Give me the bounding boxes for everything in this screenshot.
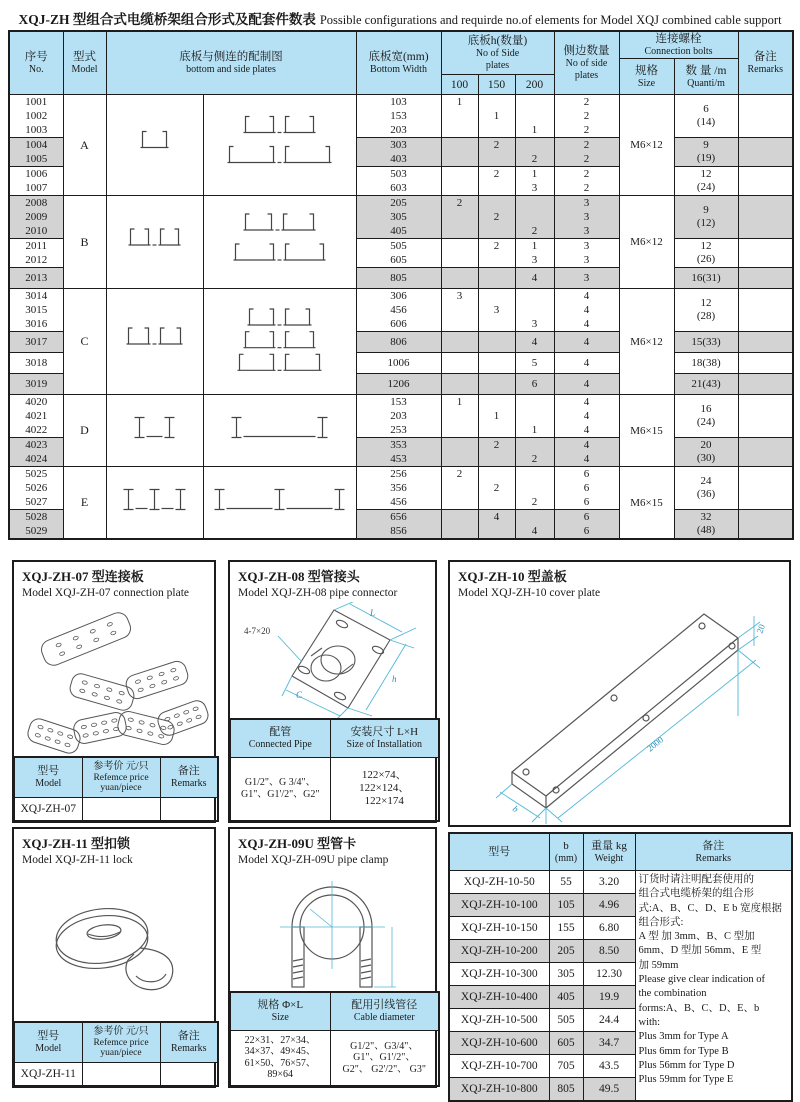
cell-no: 1001 1002 1003 (9, 95, 63, 138)
main-table (8, 30, 794, 540)
zh10-cell-model: XQJ-ZH-10-150 (449, 917, 549, 940)
cell-h150: 3 (478, 289, 515, 332)
cell-h200: 6 (515, 374, 554, 395)
cell-diagram-single (106, 467, 203, 540)
cell-bolt-quantity: 20 (30) (674, 438, 738, 467)
panel-zh11-title-en: Model XQJ-ZH-11 lock (22, 854, 133, 866)
cell-no: 3014 3015 3016 (9, 289, 63, 332)
zh10-cell-b: 105 (549, 894, 583, 917)
remark-line: the combination (638, 988, 707, 1000)
zh08-size-header: 安装尺寸 L×H Size of Installation (330, 719, 439, 757)
profile-combined-a-diagram (204, 97, 355, 188)
col-header-no: 序号 No. (9, 31, 63, 95)
col-header-width: 底板宽(mm) Bottom Width (356, 31, 441, 95)
cell-h150 (478, 353, 515, 374)
zh10-cell-weight: 6.80 (583, 917, 635, 940)
cell-bottom-width: 505 605 (356, 239, 441, 268)
cell-h150: 2 (478, 438, 515, 467)
col-header-diagram: 底板与侧连的配制图 bottom and side plates (106, 31, 356, 95)
cell-bottom-width: 503 603 (356, 167, 441, 196)
zh10-b-header: b (mm) (549, 833, 583, 871)
remark-line: with: (638, 1016, 661, 1028)
zh10-remarks-header: 备注 Remarks (635, 833, 792, 871)
cell-no: 2008 2009 2010 (9, 196, 63, 239)
cell-diagram-combined (203, 196, 356, 289)
panel-zh08-title-cn: XQJ-ZH-08 型管接头 (238, 569, 360, 584)
dim-C: C (296, 690, 303, 700)
cell-remarks (738, 374, 793, 395)
cell-h150: 2 (478, 138, 515, 167)
profile-combined-c-diagram (204, 300, 355, 378)
value-line: 122×174 (364, 795, 404, 808)
cell-side-plates: 4 4 4 (554, 395, 619, 438)
dim-b: b (510, 803, 521, 815)
cell-h200: 2 (515, 196, 554, 239)
cell-h200: 5 (515, 353, 554, 374)
cell-side-plates: 6 6 (554, 510, 619, 540)
cell-remarks (738, 289, 793, 332)
zh07-model-header: 型号 Model (14, 757, 82, 797)
remark-line: Plus 3mm for Type A (638, 1031, 729, 1043)
cell-no: 2011 2012 (9, 239, 63, 268)
cell-h100: 2 (441, 196, 478, 239)
cell-h200: 2 (515, 467, 554, 510)
dim-L: L (370, 608, 376, 618)
cell-bolt-size: M6×12 (619, 196, 674, 289)
panel-zh08-table (229, 718, 440, 822)
zh10-cell-model: XQJ-ZH-10-500 (449, 1009, 549, 1032)
value-line: 34×37、49×45、 (244, 1046, 316, 1058)
zh10-cell-b: 55 (549, 871, 583, 894)
cell-no: 3018 (9, 353, 63, 374)
zh11-price-value (82, 1062, 160, 1086)
cell-h150: 2 (478, 196, 515, 239)
cell-h100 (441, 353, 478, 374)
col-header-remarks: 备注 Remarks (738, 31, 793, 95)
panel-zh11-title-cn: XQJ-ZH-11 型扣锁 (22, 836, 130, 851)
cell-bottom-width: 205 305 405 (356, 196, 441, 239)
zh11-remarks-header: 备注 Remarks (160, 1022, 218, 1062)
zh10-cell-weight: 43.5 (583, 1055, 635, 1078)
profile-single-b-diagram (107, 201, 202, 279)
cell-no: 1004 1005 (9, 138, 63, 167)
panel-zh11-title (14, 829, 214, 868)
cell-side-plates: 6 6 6 (554, 467, 619, 510)
cell-bottom-width: 306 456 606 (356, 289, 441, 332)
profile-combined-e-diagram (204, 468, 355, 533)
cell-bolt-quantity: 6 (14) (674, 95, 738, 138)
config-row (9, 467, 793, 510)
cell-remarks (738, 332, 793, 353)
pipe-clamp-drawing (240, 869, 425, 997)
zh10-cell-model: XQJ-ZH-10-300 (449, 963, 549, 986)
col-header-h: 底板h(数量) No of Side plates (441, 31, 554, 75)
cell-h100: 2 (441, 467, 478, 510)
cell-h100 (441, 332, 478, 353)
remark-line: 6mm、D 型加 56mm、E 型 (638, 945, 762, 957)
cell-h150: 1 (478, 395, 515, 438)
page-title-cn: XQJ-ZH 型组合式电缆桥架组合形式及配套件数表 (18, 12, 316, 27)
cell-side-plates: 4 4 4 (554, 289, 619, 332)
cell-bolt-quantity: 32 (48) (674, 510, 738, 540)
cell-h100 (441, 167, 478, 196)
panel-zh08-title-en: Model XQJ-ZH-08 pipe connector (238, 587, 398, 599)
cell-h200: 1 (515, 395, 554, 438)
cell-h100 (441, 138, 478, 167)
panel-zh07-title-en: Model XQJ-ZH-07 connection plate (22, 587, 190, 599)
panel-zh09u-title-cn: XQJ-ZH-09U 型管卡 (238, 836, 357, 851)
zh10-table-wrap (448, 832, 791, 1102)
zh10-cell-b: 705 (549, 1055, 583, 1078)
zh07-model-value: XQJ-ZH-07 (14, 797, 82, 821)
col-header-bolts: 连接螺栓 Connection bolts (619, 31, 738, 59)
zh10-remarks-cell (635, 871, 792, 1102)
remark-line: 组合式电缆桥架的组合形 (638, 888, 754, 900)
panel-zh08-title (230, 562, 435, 601)
cell-h100: 3 (441, 289, 478, 332)
panel-zh11-table (13, 1021, 219, 1087)
col-header-h150: 150 (478, 75, 515, 95)
panel-zh07-title (14, 562, 214, 601)
cell-bolt-quantity: 16(31) (674, 268, 738, 289)
cell-h200: 2 (515, 438, 554, 467)
cell-h200: 4 (515, 268, 554, 289)
panel-zh09u-title-en: Model XQJ-ZH-09U pipe clamp (238, 854, 389, 866)
cell-bolt-quantity: 21(43) (674, 374, 738, 395)
cell-model-type: E (63, 467, 106, 540)
cell-side-plates: 4 (554, 332, 619, 353)
cell-no: 2013 (9, 268, 63, 289)
cell-bolt-quantity: 18(38) (674, 353, 738, 374)
zh09u-cable-value (330, 1030, 439, 1086)
cell-remarks (738, 438, 793, 467)
cover-plate-row (449, 871, 792, 894)
remark-line: Plus 6mm for Type B (638, 1045, 729, 1057)
zh07-price-value (82, 797, 160, 821)
cell-bottom-width: 1006 (356, 353, 441, 374)
cell-no: 5025 5026 5027 (9, 467, 63, 510)
config-row (9, 95, 793, 138)
cell-diagram-single (106, 196, 203, 289)
cell-remarks (738, 510, 793, 540)
cell-no: 1006 1007 (9, 167, 63, 196)
value-line: 89×64 (267, 1069, 294, 1081)
cell-remarks (738, 395, 793, 438)
dim-20: 20 (754, 622, 767, 635)
cell-bottom-width: 303 403 (356, 138, 441, 167)
panel-zh10-title-cn: XQJ-ZH-10 型盖板 (458, 569, 567, 584)
cell-h200: 3 (515, 289, 554, 332)
cell-remarks (738, 167, 793, 196)
config-row (9, 289, 793, 332)
cell-bolt-quantity: 12 (24) (674, 167, 738, 196)
cell-h100: 1 (441, 395, 478, 438)
cell-no: 5028 5029 (9, 510, 63, 540)
value-line: 22×31、27×34、 (244, 1034, 316, 1046)
cell-h200: 4 (515, 510, 554, 540)
profile-single-e-diagram (107, 468, 202, 533)
cell-remarks (738, 95, 793, 138)
zh10-cell-b: 605 (549, 1032, 583, 1055)
zh07-remarks-value (160, 797, 218, 821)
zh09u-cable-header: 配用引线管径 Cable diameter (330, 992, 439, 1030)
dim-2000: 2000 (644, 734, 666, 754)
cell-side-plates: 4 (554, 353, 619, 374)
zh10-cell-model: XQJ-ZH-10-50 (449, 871, 549, 894)
cell-diagram-combined (203, 95, 356, 196)
cell-side-plates: 3 (554, 268, 619, 289)
cell-diagram-single (106, 95, 203, 196)
page-title-en: Possible configurations and requirde no.of elements for Model XQJ combined cable support (319, 13, 782, 27)
cell-h150 (478, 268, 515, 289)
value-line: G1"、G1'/2"、 (353, 1052, 416, 1063)
zh10-cell-model: XQJ-ZH-10-400 (449, 986, 549, 1009)
zh08-pipe-value (230, 757, 330, 821)
profile-single-d-diagram (107, 396, 202, 461)
cell-no: 4023 4024 (9, 438, 63, 467)
profile-single-c-diagram (107, 300, 202, 378)
zh10-cell-model: XQJ-ZH-10-700 (449, 1055, 549, 1078)
cell-no: 3019 (9, 374, 63, 395)
profile-combined-d-diagram (204, 396, 355, 461)
cell-model-type: C (63, 289, 106, 395)
zh10-weight-header: 重量 kg Weight (583, 833, 635, 871)
value-line: 61×50、76×57、 (244, 1057, 316, 1069)
cell-bottom-width: 805 (356, 268, 441, 289)
label-bolt-holes: 4-7×20 (244, 626, 271, 636)
zh10-cell-b: 805 (549, 1078, 583, 1102)
panel-zh10-title-en: Model XQJ-ZH-10 cover plate (458, 587, 601, 599)
cell-diagram-combined (203, 395, 356, 467)
cell-h150: 2 (478, 467, 515, 510)
remark-line: Plus 59mm for Type E (638, 1074, 734, 1086)
zh10-cell-model: XQJ-ZH-10-100 (449, 894, 549, 917)
profile-combined-b-diagram (204, 201, 355, 279)
cell-h200: 2 (515, 138, 554, 167)
cell-side-plates: 4 (554, 374, 619, 395)
cell-h150: 2 (478, 239, 515, 268)
remark-line: A 型 加 3mm、B、C 型加 (638, 931, 755, 943)
cell-side-plates: 2 2 (554, 138, 619, 167)
dim-h: h (392, 674, 397, 684)
zh10-cell-b: 305 (549, 963, 583, 986)
cell-diagram-combined (203, 289, 356, 395)
zh10-model-header: 型号 (449, 833, 549, 871)
cell-remarks (738, 196, 793, 239)
cell-remarks (738, 138, 793, 167)
col-header-h100: 100 (441, 75, 478, 95)
cell-remarks (738, 467, 793, 510)
cell-side-plates: 2 2 (554, 167, 619, 196)
cell-bottom-width: 353 453 (356, 438, 441, 467)
cell-h200: 4 (515, 332, 554, 353)
zh10-cell-b: 205 (549, 940, 583, 963)
cell-h200: 1 (515, 95, 554, 138)
zh07-price-header: 参考价 元/只 Refemce price yuan/piece (82, 757, 160, 797)
remark-line: 订货时请注明配套使用的 (638, 874, 754, 885)
panel-zh10 (448, 560, 791, 827)
remark-line: Plus 56mm for Type D (638, 1059, 735, 1071)
zh10-cell-weight: 34.7 (583, 1032, 635, 1055)
cell-h100 (441, 268, 478, 289)
zh10-cell-weight: 4.96 (583, 894, 635, 917)
cell-bottom-width: 656 856 (356, 510, 441, 540)
config-row (9, 395, 793, 438)
panel-zh11 (12, 827, 216, 1088)
cell-remarks (738, 239, 793, 268)
cell-h150: 1 (478, 95, 515, 138)
zh10-table (448, 832, 793, 1102)
panel-zh09u-title (230, 829, 435, 868)
remark-line: forms:A、B、C、D、E、b (638, 1002, 760, 1014)
cell-diagram-combined (203, 467, 356, 540)
cell-diagram-single (106, 289, 203, 395)
cell-h150: 4 (478, 510, 515, 540)
cell-bottom-width: 1206 (356, 374, 441, 395)
col-header-side: 侧边数量 No of side plates (554, 31, 619, 95)
cell-side-plates: 3 3 3 (554, 196, 619, 239)
lock-drawing (24, 884, 208, 1019)
pipe-connector-drawing (230, 602, 435, 720)
cell-side-plates: 4 4 (554, 438, 619, 467)
profile-single-a-diagram (107, 97, 202, 188)
cell-remarks (738, 268, 793, 289)
zh10-cell-model: XQJ-ZH-10-200 (449, 940, 549, 963)
cell-remarks (738, 353, 793, 374)
cell-bolt-quantity: 9 (19) (674, 138, 738, 167)
cell-bottom-width: 256 356 456 (356, 467, 441, 510)
zh10-cell-weight: 19.9 (583, 986, 635, 1009)
value-line: 122×124、 (359, 782, 410, 795)
cell-no: 4020 4021 4022 (9, 395, 63, 438)
cell-bolt-size: M6×15 (619, 395, 674, 467)
cell-bolt-quantity: 12 (26) (674, 239, 738, 268)
cell-bolt-quantity: 9 (12) (674, 196, 738, 239)
cell-bottom-width: 103 153 203 (356, 95, 441, 138)
cell-diagram-single (106, 395, 203, 467)
col-header-bolt-size: 规格 Size (619, 59, 674, 95)
main-table-body (9, 95, 793, 540)
cell-bolt-size: M6×12 (619, 95, 674, 196)
cell-model-type: A (63, 95, 106, 196)
cell-side-plates: 3 3 (554, 239, 619, 268)
remark-line: 式:A、B、C、D、E b 宽度根据 (638, 902, 783, 914)
remark-line: 加 59mm (638, 959, 679, 971)
cell-bolt-quantity: 15(33) (674, 332, 738, 353)
value-line: G1"、G1'/2"、G2" (241, 788, 320, 800)
cell-h100: 1 (441, 95, 478, 138)
cell-h200: 1 3 (515, 239, 554, 268)
cell-h200: 1 3 (515, 167, 554, 196)
zh10-cell-weight: 8.50 (583, 940, 635, 963)
cell-h150 (478, 374, 515, 395)
panel-zh07-title-cn: XQJ-ZH-07 型连接板 (22, 569, 144, 584)
value-line: G1/2"、G3/4"、 (350, 1040, 419, 1052)
cell-h100 (441, 438, 478, 467)
zh10-cell-weight: 12.30 (583, 963, 635, 986)
zh11-remarks-value (160, 1062, 218, 1086)
zh07-remarks-header: 备注 Remarks (160, 757, 218, 797)
cell-bolt-quantity: 12 (28) (674, 289, 738, 332)
cell-h100 (441, 510, 478, 540)
cell-side-plates: 2 2 2 (554, 95, 619, 138)
col-header-h200: 200 (515, 75, 554, 95)
cover-plate-drawing (450, 576, 789, 824)
panel-zh09u-table (229, 991, 440, 1087)
zh10-cell-b: 505 (549, 1009, 583, 1032)
zh08-pipe-header: 配管 Connected Pipe (230, 719, 330, 757)
page-title (0, 8, 800, 29)
cell-h100 (441, 374, 478, 395)
cell-bolt-quantity: 24 (36) (674, 467, 738, 510)
zh10-cell-weight: 3.20 (583, 871, 635, 894)
col-header-bolt-qty: 数 量 /m Quanti/m (674, 59, 738, 95)
value-line: 122×74、 (361, 769, 407, 782)
zh09u-size-header: 规格 Φ×L Size (230, 992, 330, 1030)
zh10-cell-model: XQJ-ZH-10-800 (449, 1078, 549, 1102)
connection-plate-drawing (18, 608, 214, 758)
config-row (9, 196, 793, 239)
cell-model-type: D (63, 395, 106, 467)
panel-zh07 (12, 560, 216, 823)
remark-line: Please give clear indication of (638, 974, 766, 986)
cell-no: 3017 (9, 332, 63, 353)
cell-bolt-quantity: 16 (24) (674, 395, 738, 438)
zh11-model-value: XQJ-ZH-11 (14, 1062, 82, 1086)
zh10-cell-b: 405 (549, 986, 583, 1009)
cell-h100 (441, 239, 478, 268)
zh11-model-header: 型号 Model (14, 1022, 82, 1062)
zh10-cell-weight: 49.5 (583, 1078, 635, 1102)
zh10-cell-model: XQJ-ZH-10-600 (449, 1032, 549, 1055)
zh10-table-body (449, 871, 792, 1102)
value-line: G2"、 G2'/2"、 G3" (342, 1063, 426, 1075)
cell-bolt-size: M6×12 (619, 289, 674, 395)
panel-zh07-table (13, 756, 219, 822)
remark-line: 组合形式: (638, 916, 684, 928)
zh09u-size-value (230, 1030, 330, 1086)
zh11-price-header: 参考价 元/只 Refemce price yuan/piece (82, 1022, 160, 1062)
value-line: G1/2"、G 3/4"、 (244, 777, 316, 789)
zh10-cell-b: 155 (549, 917, 583, 940)
cell-model-type: B (63, 196, 106, 289)
cell-bolt-size: M6×15 (619, 467, 674, 540)
zh08-size-value (330, 757, 439, 821)
cell-h150 (478, 332, 515, 353)
col-header-model: 型式 Model (63, 31, 106, 95)
panel-zh08 (228, 560, 437, 823)
cell-h150: 2 (478, 167, 515, 196)
panel-zh09u (228, 827, 437, 1088)
cell-bottom-width: 806 (356, 332, 441, 353)
zh10-cell-weight: 24.4 (583, 1009, 635, 1032)
cell-bottom-width: 153 203 253 (356, 395, 441, 438)
